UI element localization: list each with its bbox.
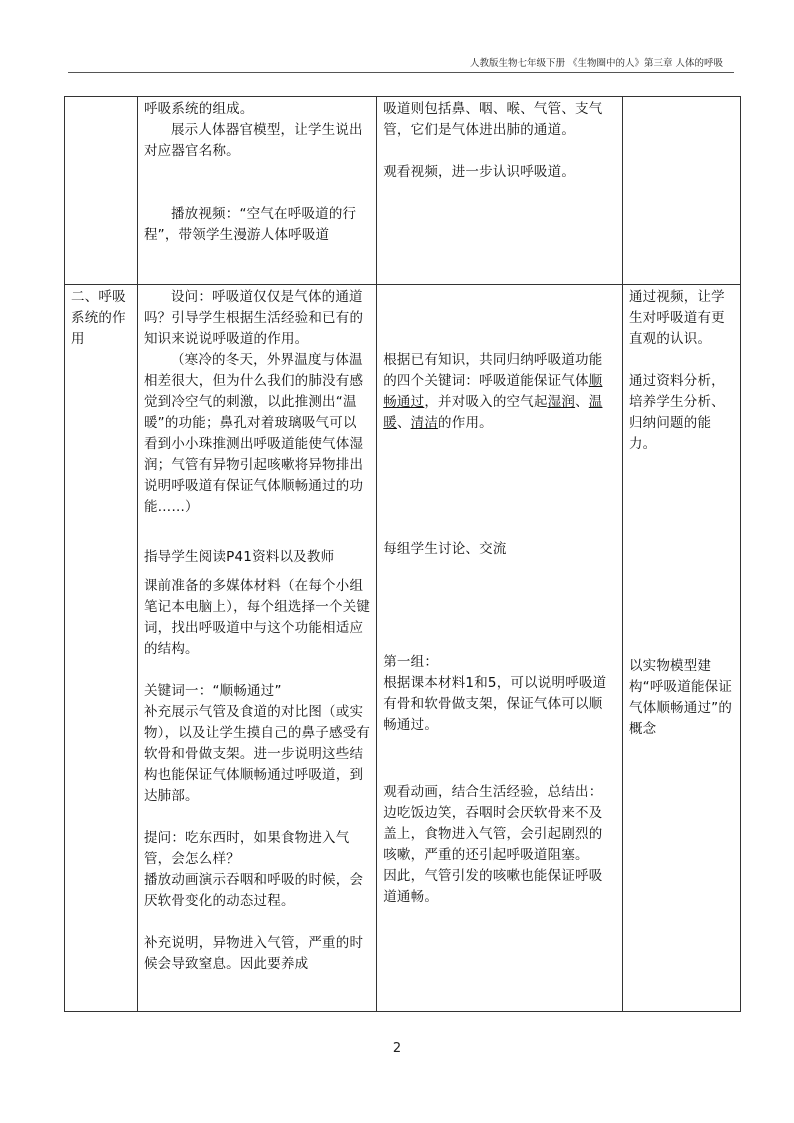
student-text: 观看视频，进一步认识呼吸道。: [383, 164, 576, 180]
table-row: [65, 285, 741, 1012]
lesson-plan-table: [64, 96, 741, 1012]
separator: 、: [575, 394, 589, 410]
teacher-text: 设问：呼吸道仅仅是气体的通道吗？引导学生根据生活经验和已有的知识来说说呼吸道的作用。: [143, 289, 364, 347]
student-text: 根据已有知识，共同归纳呼吸道功能的四个关键词：呼吸道能保证气体: [383, 352, 603, 389]
student-text: 根据课本材料1和5，可以说明呼吸道有骨和软骨做支架，保证气体可以顺畅通过。: [383, 675, 607, 733]
teacher-activity-cell: [137, 285, 376, 1012]
teacher-text: 播放动画演示吞咽和呼吸的时候，会厌软骨变化的动态过程。: [143, 872, 364, 909]
teacher-text: 指导学生阅读P41资料以及教师: [143, 549, 335, 565]
student-text: 因此，气管引发的咳嗽也能保证呼吸道通畅。: [383, 868, 603, 905]
teacher-text: 课前准备的多媒体材料（在每个小组笔记本电脑上），每个组选择一个关键词，找出呼吸道中与这个功能相适应的结构。: [143, 578, 371, 657]
design-intent-cell: [622, 285, 740, 1012]
student-activity-cell: [377, 97, 623, 285]
student-summary: [383, 350, 616, 434]
teacher-text: 提问：吃东西时，如果食物进入气管，会怎么样？: [143, 830, 350, 867]
header-rule: [68, 72, 734, 73]
student-text: 的作用。: [438, 415, 493, 431]
intent-text: 通过视频，让学生对呼吸道有更直观的认识。: [628, 289, 725, 347]
intent-text: 以实物模型建构“呼吸道能保证气体顺畅通过”的概念: [628, 658, 733, 737]
teacher-text: 关键词一：“顺畅通过”: [143, 683, 282, 699]
keyword: 湿润: [547, 394, 576, 410]
teacher-text: 补充展示气管及食道的对比图（或实物），以及让学生摸自己的鼻子感受有软骨和骨做支架。进一步说明这些结构也能保证气体顺畅通过呼吸道，到达肺部。: [143, 704, 371, 804]
design-intent-cell: [622, 97, 740, 285]
student-text: ，并对吸入的空气起: [424, 394, 548, 410]
student-text: 吸道则包括鼻、咽、喉、气管、支气管，它们是气体进出肺的通道。: [383, 101, 603, 138]
page-number: 2: [392, 1041, 402, 1056]
teacher-text: （寒冷的冬天，外界温度与体温相差很大，但为什么我们的肺没有感觉到冷空气的刺激，以此推测出“温暖”的功能；鼻孔对着玻璃吸气可以看到小小珠推测出呼吸道能使气体湿润；气管有异物引起咳嗽将异物排出说明呼吸道有保证气体顺畅通过的功能……）: [143, 352, 364, 515]
student-text: 每组学生讨论、交流: [383, 541, 507, 557]
teacher-activity-cell: [137, 97, 376, 285]
teacher-text: 呼吸系统的组成。: [143, 101, 254, 117]
table-row: [65, 97, 741, 285]
keyword: 温暖: [383, 394, 603, 431]
student-text: 观看动画，结合生活经验，总结出：边吃饭边笑，吞咽时会厌软骨来不及盖上，食物进入气管，会引起剧烈的咳嗽，严重的还引起呼吸道阻塞。: [383, 784, 603, 863]
section-cell: [65, 97, 138, 285]
teacher-text: 补充说明，异物进入气管，严重的时候会导致窒息。因此要养成: [143, 935, 364, 972]
intent-text: 通过资料分析，培养学生分析、归纳问题的能力。: [628, 373, 725, 452]
section-title: 二、呼吸系统的作用: [71, 289, 126, 347]
keyword: 顺畅通过: [383, 373, 603, 410]
keyword: 清洁: [410, 415, 439, 431]
teacher-text: 播放视频：“空气在呼吸道的行程”，带领学生漫游人体呼吸道: [143, 206, 357, 243]
teacher-text: 展示人体器官模型，让学生说出对应器官名称。: [143, 122, 363, 159]
section-cell: [65, 285, 138, 1012]
separator: 、: [396, 415, 411, 431]
running-header: 人教版生物七年级下册 《生物圈中的人》第三章 人体的呼吸: [469, 58, 723, 69]
student-text: 第一组：: [383, 654, 439, 670]
student-activity-cell: [377, 285, 623, 1012]
